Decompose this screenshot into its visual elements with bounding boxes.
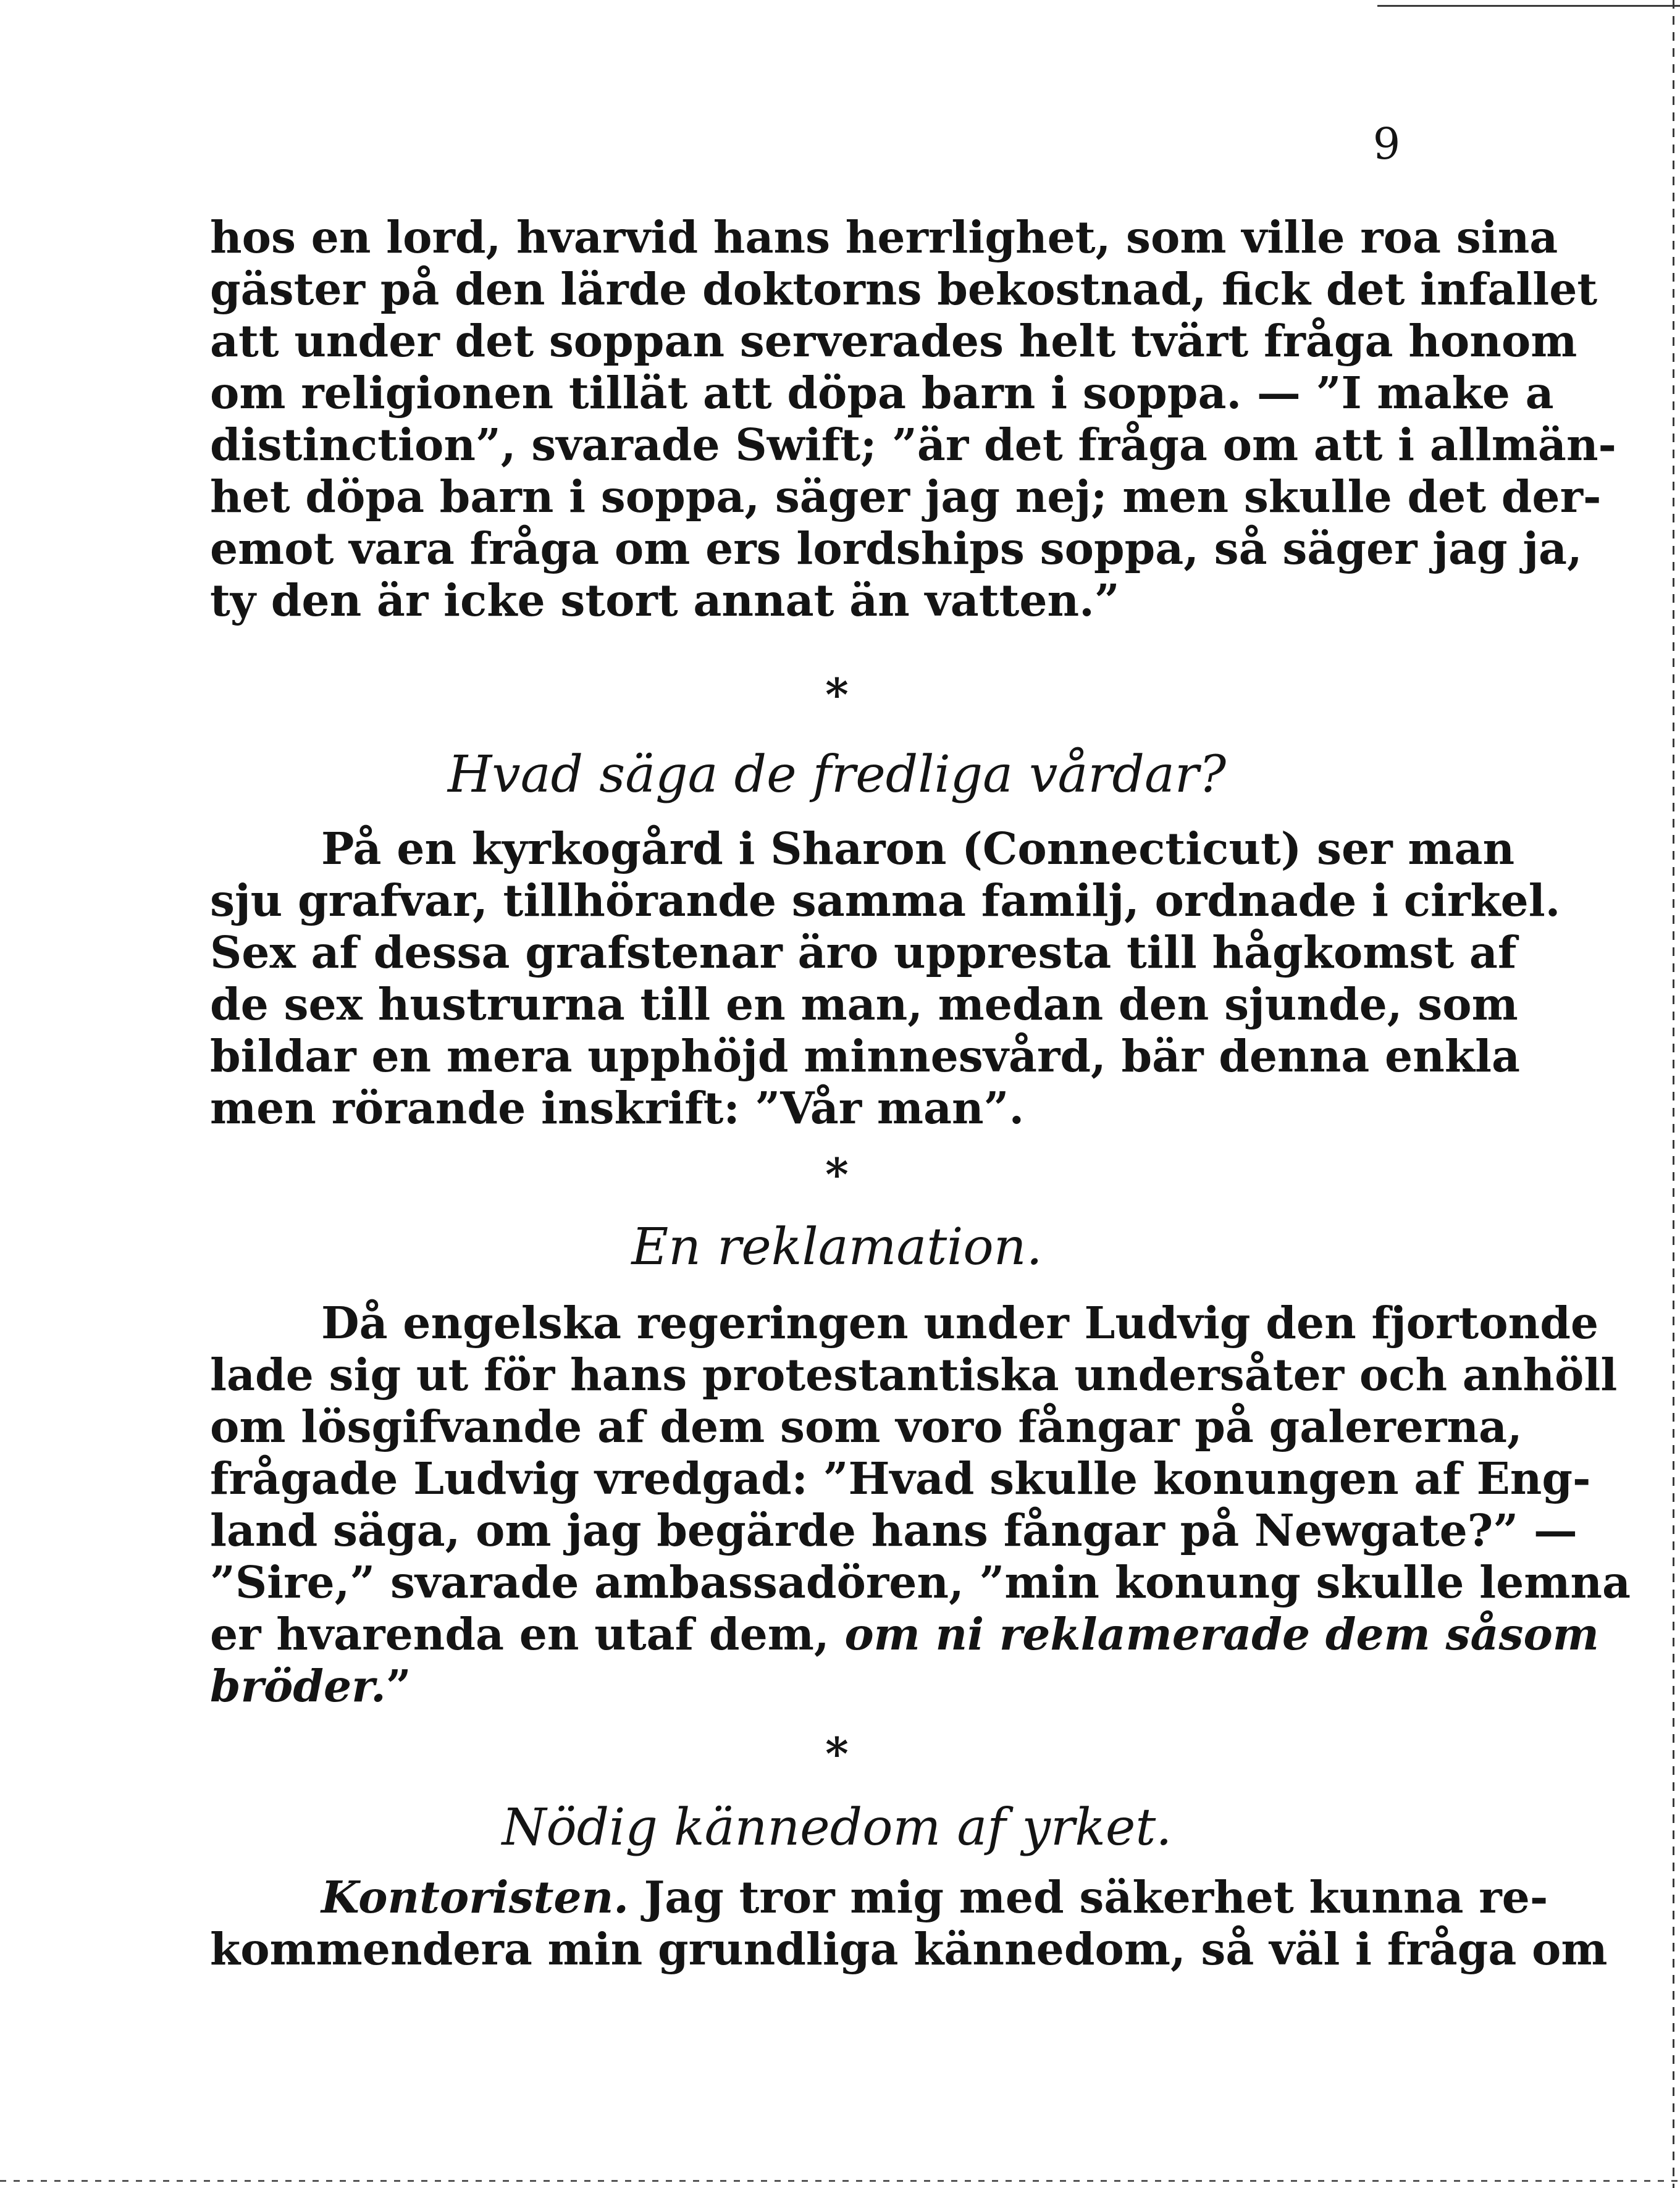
text-line: emot vara fråga om ers lordships soppa, så säger jag ja, bbox=[210, 522, 1582, 574]
italic-text: Kontoristen. bbox=[321, 1871, 629, 1923]
text-line: de sex hustrurna till en man, medan den sjunde, som bbox=[210, 978, 1518, 1030]
text-line: gäster på den lärde doktorns bekostnad, fick det infallet bbox=[210, 263, 1598, 315]
italic-text: bröder. bbox=[210, 1660, 386, 1712]
text-line: ty den är icke stort annat än vatten.” bbox=[210, 574, 1120, 626]
text-line: men rörande inskrift: ”Vår man”. bbox=[210, 1082, 1025, 1134]
text-line: Sex af dessa grafstenar äro uppresta till hågkomst af bbox=[210, 926, 1517, 978]
paragraph-sharon bbox=[210, 823, 1561, 1134]
page-edge-right bbox=[1673, 0, 1674, 2188]
text-line bbox=[210, 1871, 1548, 1923]
text-span: er hvarenda en utaf dem, bbox=[210, 1608, 830, 1660]
text-line: att under det soppan serverades helt tvärt fråga honom bbox=[210, 315, 1577, 367]
asterisk-separator: * bbox=[825, 1727, 849, 1780]
section-heading: En reklamation. bbox=[631, 1218, 1043, 1276]
asterisk-separator: * bbox=[825, 668, 849, 721]
text-line bbox=[210, 1608, 1599, 1660]
text-line: het döpa barn i soppa, säger jag nej; men skulle det der- bbox=[210, 471, 1602, 522]
paragraph-swift bbox=[210, 211, 1617, 626]
text-line: land säga, om jag begärde hans fångar på Newgate?” — bbox=[210, 1504, 1577, 1556]
page-edge-top bbox=[1377, 5, 1680, 7]
asterisk-separator: * bbox=[825, 1148, 849, 1201]
page-edge-bottom bbox=[0, 2180, 1680, 2182]
text-line: distinction”, svarade Swift; ”är det fråga om att i allmän- bbox=[210, 419, 1617, 471]
text-line: lade sig ut för hans protestantiska undersåter och anhöll bbox=[210, 1349, 1618, 1401]
text-line: frågade Ludvig vredgad: ”Hvad skulle konungen af Eng- bbox=[210, 1452, 1591, 1504]
page-number: 9 bbox=[1372, 119, 1401, 169]
text-line bbox=[210, 1660, 1464, 1712]
paragraph-kontoristen bbox=[210, 1871, 1608, 1975]
text-span: ” bbox=[385, 1660, 411, 1712]
text-line: sju grafvar, tillhörande samma familj, ordnade i cirkel. bbox=[210, 874, 1561, 926]
text-line: På en kyrkogård i Sharon (Connecticut) ser man bbox=[321, 823, 1515, 874]
text-line: om lösgifvande af dem som voro fångar på galererna, bbox=[210, 1401, 1522, 1452]
section-heading: Nödig kännedom af yrket. bbox=[502, 1798, 1172, 1857]
text-line: kommendera min grundliga kännedom, så väl i fråga om bbox=[210, 1923, 1608, 1975]
text-line: ”Sire,” svarade ambassadören, ”min konung skulle lemna bbox=[210, 1556, 1631, 1608]
text-line: om religionen tillät att döpa barn i soppa. — ”I make a bbox=[210, 367, 1554, 419]
text-line: bildar en mera upphöjd minnesvård, bär denna enkla bbox=[210, 1030, 1520, 1082]
text-span: Jag tror mig med säkerhet kunna re- bbox=[644, 1871, 1548, 1923]
text-line: Då engelska regeringen under Ludvig den fjortonde bbox=[321, 1297, 1599, 1349]
italic-text: om ni reklamerade dem såsom bbox=[844, 1608, 1599, 1660]
section-heading: Hvad säga de fredliga vårdar? bbox=[447, 745, 1227, 804]
paragraph-reklamation bbox=[210, 1297, 1631, 1712]
text-line: hos en lord, hvarvid hans herrlighet, som ville roa sina bbox=[210, 211, 1558, 263]
